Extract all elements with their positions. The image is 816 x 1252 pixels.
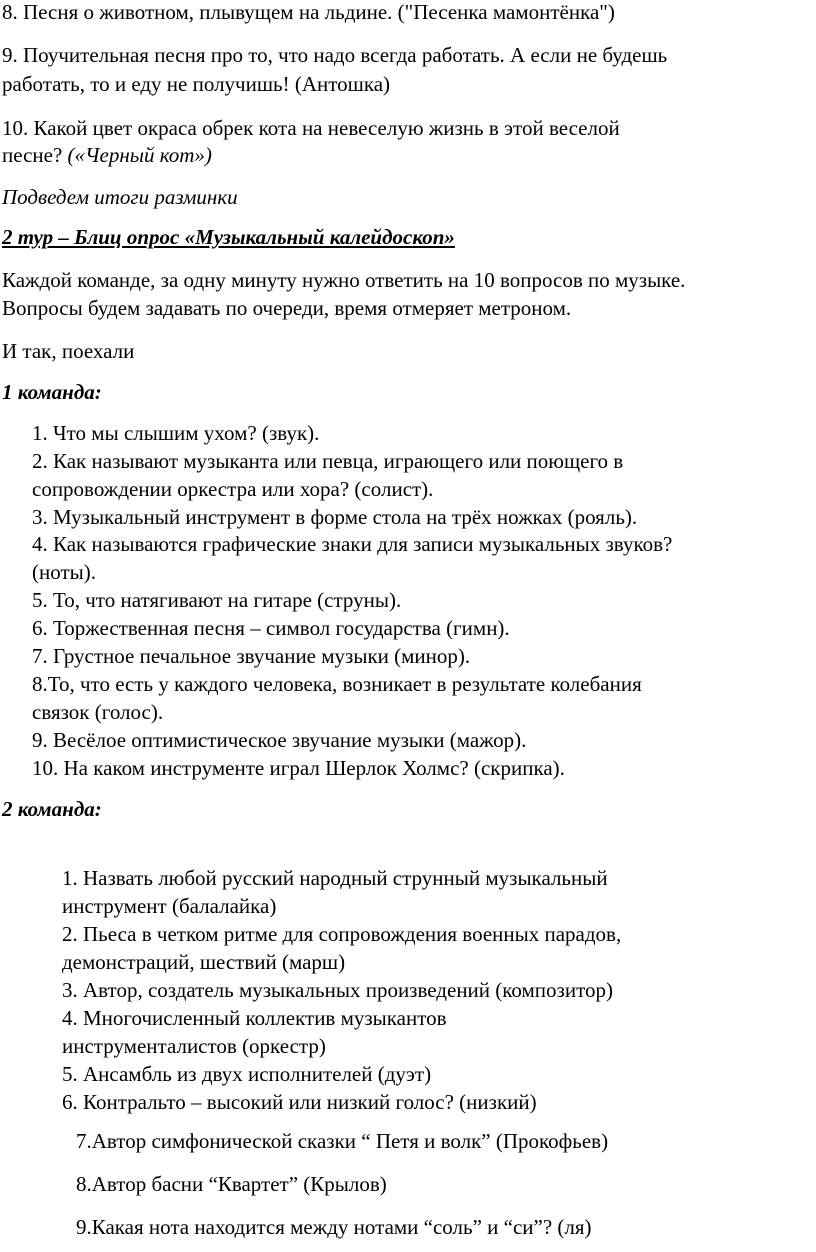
- team2-line: 2. Пьеса в четком ритме для сопровождения военных парадов,: [62, 922, 622, 946]
- item-9-line-2: работать, то и еду не получишь! (Антошка): [2, 72, 391, 96]
- item-10-line-1: 10. Какой цвет окраса обрек кота на невеселую жизнь в этой веселой: [2, 116, 620, 140]
- team1-line: сопровождении оркестра или хора? (солист).: [32, 477, 434, 501]
- team2-line: 4. Многочисленный коллектив музыкантов: [62, 1006, 447, 1030]
- team1-line: связок (голос).: [32, 700, 164, 724]
- team2-line: 1. Назвать любой русский народный струнный музыкальный: [62, 866, 608, 890]
- item-10-line-2: [2, 143, 212, 167]
- team2-heading: 2 команда:: [2, 797, 102, 821]
- item-9-line-1: 9. Поучительная песня про то, что надо всегда работать. А если не будешь: [2, 43, 668, 67]
- team1-line: 3. Музыкальный инструмент в форме стола на трёх ножках (рояль).: [32, 505, 638, 529]
- team1-line: 8.То, что есть у каждого человека, возникает в результате колебания: [32, 672, 642, 696]
- team2-line: инструменталистов (оркестр): [62, 1034, 326, 1058]
- team1-line: (ноты).: [32, 560, 96, 584]
- team2-question-7: 7.Автор симфонической сказки “ Петя и волк” (Прокофьев): [76, 1129, 609, 1153]
- team2-line: 5. Ансамбль из двух исполнителей (дуэт): [62, 1062, 432, 1086]
- team1-line: 6. Торжественная песня – символ государства (гимн).: [32, 616, 510, 640]
- team2-line: инструмент (балалайка): [62, 894, 277, 918]
- team1-heading: 1 команда:: [2, 380, 102, 404]
- item-10-text: песне?: [2, 143, 68, 167]
- round2-desc-line-2: Вопросы будем задавать по очереди, время отмеряет метроном.: [2, 296, 572, 320]
- team1-line: 2. Как называют музыканта или певца, играющего или поющего в: [32, 449, 624, 473]
- team2-question-9: 9.Какая нота находится между нотами “соль” и “си”? (ля): [76, 1215, 592, 1239]
- team1-line: 5. То, что натягивают на гитаре (струны).: [32, 588, 402, 612]
- summary-line: Подведем итоги разминки: [2, 185, 238, 209]
- team2-line: 3. Автор, создатель музыкальных произведений (композитор): [62, 978, 613, 1002]
- team2-line: демонстраций, шествий (марш): [62, 950, 346, 974]
- item-8: 8. Песня о животном, плывущем на льдине. ("Песенка мамонтёнка"): [2, 0, 615, 24]
- round2-desc-line-1: Каждой команде, за одну минуту нужно ответить на 10 вопросов по музыке.: [2, 268, 686, 292]
- team2-question-8: 8.Автор басни “Квартет” (Крылов): [76, 1172, 387, 1196]
- item-10-answer: («Черный кот»): [67, 143, 212, 167]
- team1-line: 7. Грустное печальное звучание музыки (минор).: [32, 644, 471, 668]
- team1-line: 1. Что мы слышим ухом? (звук).: [32, 421, 320, 445]
- round2-heading: 2 тур – Блиц опрос «Музыкальный калейдоскоп»: [2, 225, 455, 249]
- team2-line: 6. Контральто – высокий или низкий голос? (низкий): [62, 1090, 537, 1114]
- team1-line: 4. Как называются графические знаки для записи музыкальных звуков?: [32, 532, 673, 556]
- team1-line: 9. Весёлое оптимистическое звучание музыки (мажор).: [32, 728, 527, 752]
- round2-start: И так, поехали: [2, 339, 135, 363]
- team1-line: 10. На каком инструменте играл Шерлок Холмс? (скрипка).: [32, 756, 565, 780]
